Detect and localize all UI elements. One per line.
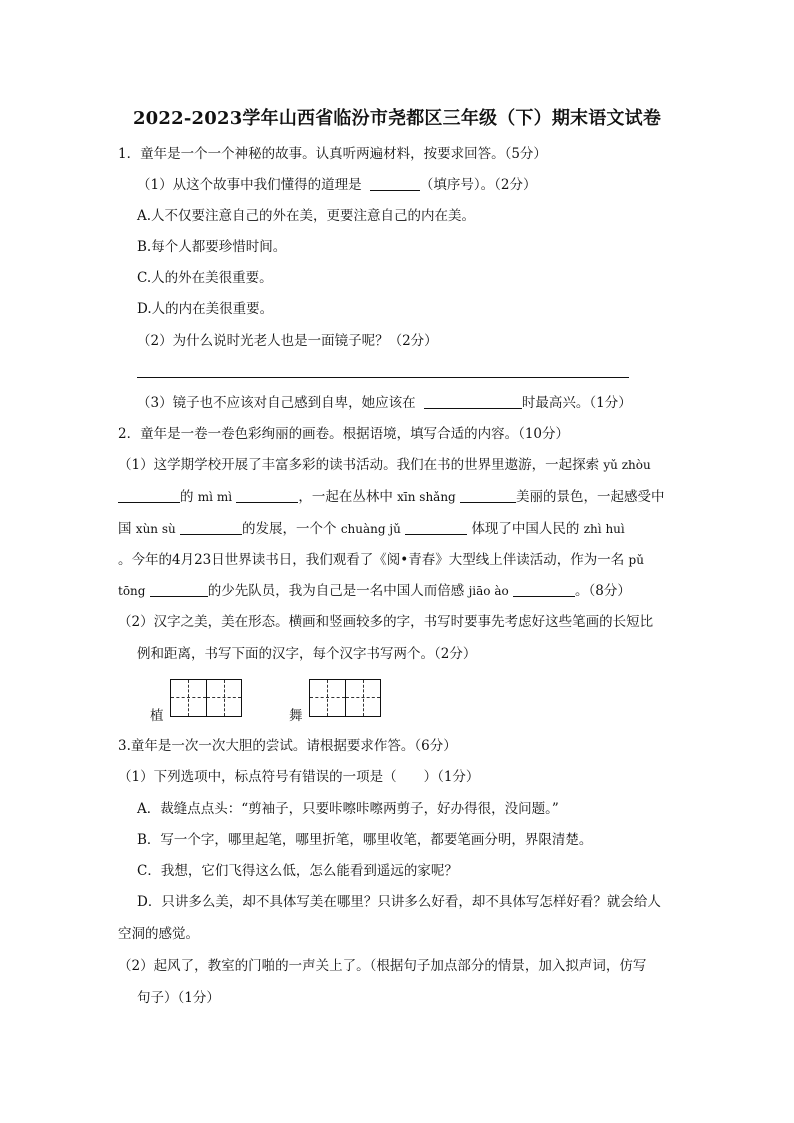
grid-cell[interactable] (171, 680, 206, 716)
q2-line3-a: 国 (118, 521, 132, 537)
q1-option-b: B.每个人都要珍惜时间。 (137, 239, 287, 255)
q3-part1: （1）下列选项中，标点符号有错误的一项是（ ）（1分） (118, 769, 480, 785)
q1-option-c: C.人的外在美很重要。 (137, 270, 273, 286)
pinyin-xunsu: xùn sù (135, 522, 176, 536)
blank-xunsu[interactable] (180, 520, 242, 535)
blank-xinshang[interactable] (460, 488, 516, 503)
pinyin-chuangju: chuàng jǔ (340, 522, 401, 536)
grid-cell[interactable] (310, 680, 345, 716)
pinyin-mimi: mì mì (197, 490, 233, 504)
q3-option-d-line2: 空洞的感觉。 (118, 926, 199, 942)
q1-answer-line[interactable] (137, 377, 629, 378)
q1-option-a: A.人不仅要注意自己的外在美，更要注意自己的内在美。 (137, 208, 476, 224)
writing-grid-wu[interactable] (309, 679, 381, 717)
q2-line1-text: （1）这学期学校开展了丰富多彩的读书活动。我们在书的世界里遨游，一起探索 (118, 457, 600, 473)
pinyin-pu: pǔ (628, 553, 644, 567)
pinyin-tong: tōng (118, 584, 146, 598)
q2-line3 (118, 520, 625, 538)
q1-part3 (137, 394, 632, 412)
q2-line2-b: ，一起在丛林中 (298, 489, 393, 505)
q2-line2-a: 的 (180, 489, 194, 505)
q1-part3-tail: 时最高兴。（1分） (521, 395, 632, 411)
q2-line5 (118, 582, 631, 600)
q1-option-d: D.人的内在美很重要。 (137, 301, 274, 317)
q3-stem: 3.童年是一次一次大胆的尝试。请根据要求作答。（6分） (118, 738, 457, 754)
blank-jiaoao[interactable] (513, 582, 575, 597)
q2-line3-c: 体现了中国人民的 (471, 521, 580, 537)
q1-part1-text: （1）从这个故事中我们懂得的道理是 (137, 177, 362, 193)
writing-grid-zhi[interactable] (170, 679, 242, 717)
char-label-wu: 舞 (289, 708, 303, 724)
q2-line5-a: 的少先队员，我为自己是一名中国人而倍感 (207, 583, 465, 599)
q3-option-c: C．我想，它们飞得这么低，怎么能看到遥远的家呢？ (137, 863, 458, 879)
q2-line4 (118, 551, 644, 569)
q3-option-d-line1: D．只讲多么美，却不具体写美在哪里？只讲多么好看，却不具体写怎样好看？就会给人 (137, 894, 661, 910)
q1-part1-tail: （填序号）。（2分） (419, 177, 537, 193)
grid-cell[interactable] (206, 680, 241, 716)
q2-part2-line2: 例和距离，书写下面的汉字，每个汉字书写两个。（2分） (137, 646, 477, 662)
blank-putong[interactable] (150, 582, 208, 597)
q2-line3-b: 的发展，一个个 (242, 521, 337, 537)
pinyin-zhihui: zhì huì (583, 522, 625, 536)
q2-line5-b: 。（8分） (575, 583, 631, 599)
grid-cell[interactable] (345, 680, 380, 716)
q2-part2-line1: （2）汉字之美，美在形态。横画和竖画较多的字，书写时要事先考虑好这些笔画的长短比 (118, 614, 654, 630)
q1-part3-blank[interactable] (424, 394, 522, 409)
q1-part1-blank[interactable] (370, 176, 420, 191)
q1-part1 (137, 176, 536, 194)
q2-line4-text: 。今年的4月23日世界读书日，我们观看了《阅•青春》大型线上伴读活动，作为一名 (118, 552, 625, 568)
exam-title: 2022-2023学年山西省临汾市尧都区三年级（下）期末语文试卷 (132, 108, 662, 129)
q2-line1 (118, 456, 651, 474)
q3-part2-line2: 句子）（1分） (137, 990, 220, 1006)
pinyin-yuzhou: yǔ zhòu (603, 458, 651, 472)
q3-option-b: B．写一个字，哪里起笔，哪里折笔，哪里收笔，都要笔画分明，界限清楚。 (137, 832, 593, 848)
pinyin-xinshang: xīn shǎng (397, 490, 456, 504)
q2-stem: 2．童年是一卷一卷色彩绚丽的画卷。根据语境，填写合适的内容。（10分） (118, 426, 570, 442)
q1-part2: （2）为什么说时光老人也是一面镜子呢？（2分） (137, 333, 438, 349)
q2-line2-c: 美丽的景色，一起感受中 (516, 489, 665, 505)
blank-mimi[interactable] (236, 488, 298, 503)
blank-yuzhou[interactable] (118, 488, 180, 503)
q3-part2-line1: （2）起风了，教室的门啪的一声关上了。（根据句子加点部分的情景，加入拟声词，仿写 (118, 958, 647, 974)
q1-part3-text: （3）镜子也不应该对自己感到自卑，她应该在 (137, 395, 416, 411)
q1-stem: 1．童年是一个一个神秘的故事。认真听两遍材料，按要求回答。（5分） (118, 146, 547, 162)
blank-chuangju[interactable] (405, 520, 467, 535)
pinyin-jiaoao: jiāo ào (468, 584, 509, 598)
q3-option-a: A．裁缝点点头：“剪袖子，只要咔嚓咔嚓两剪子，好办得很，没问题。” (137, 801, 559, 817)
char-label-zhi: 植 (150, 708, 164, 724)
q2-line2 (118, 488, 665, 506)
